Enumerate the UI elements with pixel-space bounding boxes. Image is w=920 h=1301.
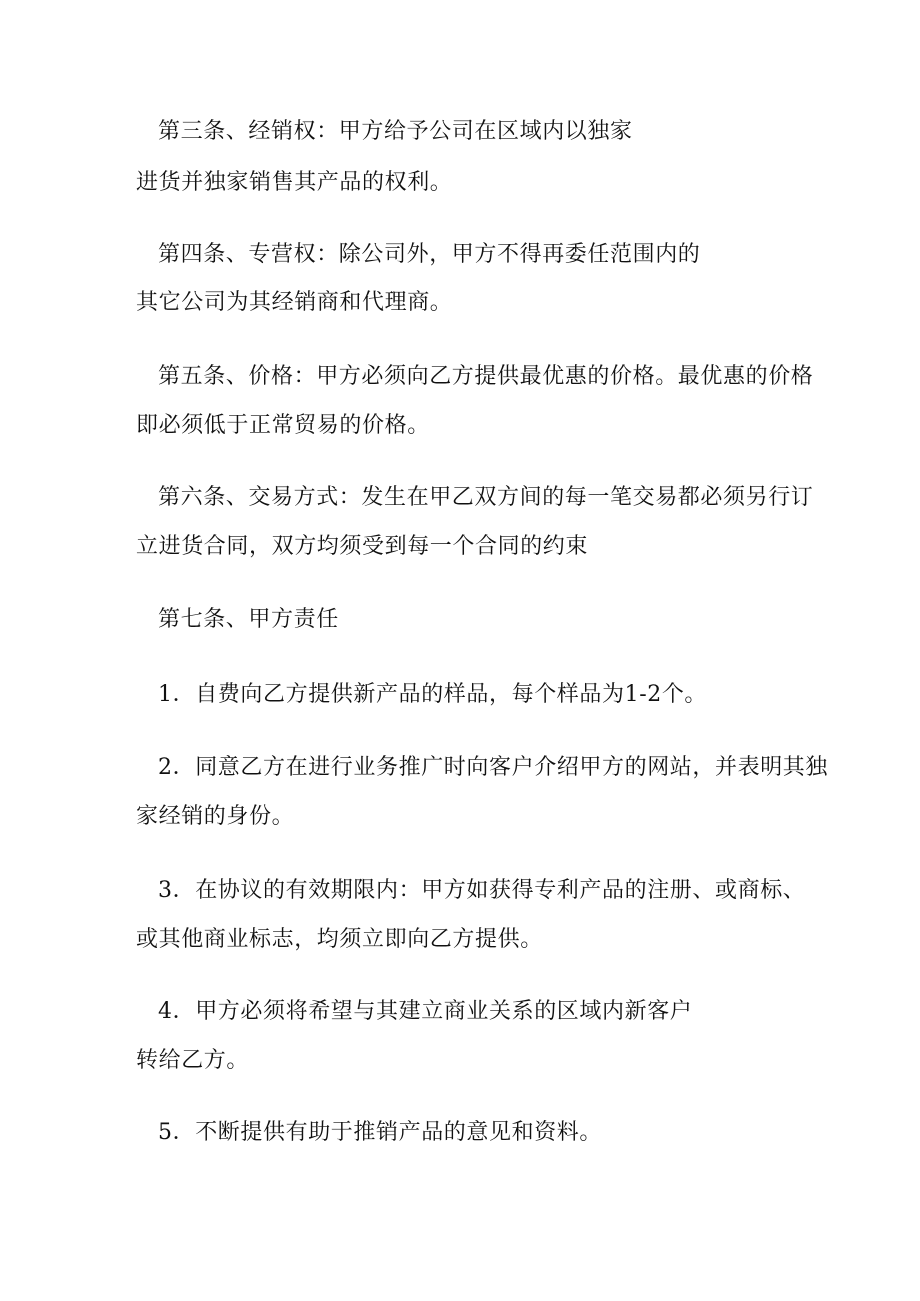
article-5-line-2: 即必须低于正常贸易的价格。 bbox=[136, 413, 430, 438]
item-2-line-1: 2．同意乙方在进行业务推广时向客户介绍甲方的网站，并表明其独 bbox=[158, 755, 828, 780]
article-6-line-1: 第六条、交易方式：发生在甲乙双方间的每一笔交易都必须另行订 bbox=[158, 485, 814, 510]
article-4-line-1: 第四条、专营权：除公司外，甲方不得再委任范围内的 bbox=[158, 242, 701, 267]
article-7-heading: 第七条、甲方责任 bbox=[158, 607, 339, 632]
article-3-line-2: 进货并独家销售其产品的权利。 bbox=[136, 170, 453, 195]
item-1-line-1: 1．自费向乙方提供新产品的样品，每个样品为1-2个。 bbox=[158, 682, 708, 707]
item-5-line-1: 5．不断提供有助于推销产品的意见和资料。 bbox=[158, 1120, 602, 1145]
item-2-line-2: 家经销的身份。 bbox=[136, 804, 295, 829]
item-3-line-1: 3．在协议的有效期限内：甲方如获得专利产品的注册、或商标、 bbox=[158, 878, 806, 903]
article-6-line-2: 立进货合同，双方均须受到每一个合同的约束 bbox=[136, 534, 589, 559]
item-4-line-1: 4．甲方必须将希望与其建立商业关系的区域内新客户 bbox=[158, 999, 693, 1024]
item-3-line-2: 或其他商业标志，均须立即向乙方提供。 bbox=[136, 927, 543, 952]
article-3-line-1: 第三条、经销权：甲方给予公司在区域内以独家 bbox=[158, 119, 633, 144]
item-4-line-2: 转给乙方。 bbox=[136, 1048, 250, 1073]
article-5-line-1: 第五条、价格：甲方必须向乙方提供最优惠的价格。最优惠的价格 bbox=[158, 364, 814, 389]
article-4-line-2: 其它公司为其经销商和代理商。 bbox=[136, 290, 453, 315]
